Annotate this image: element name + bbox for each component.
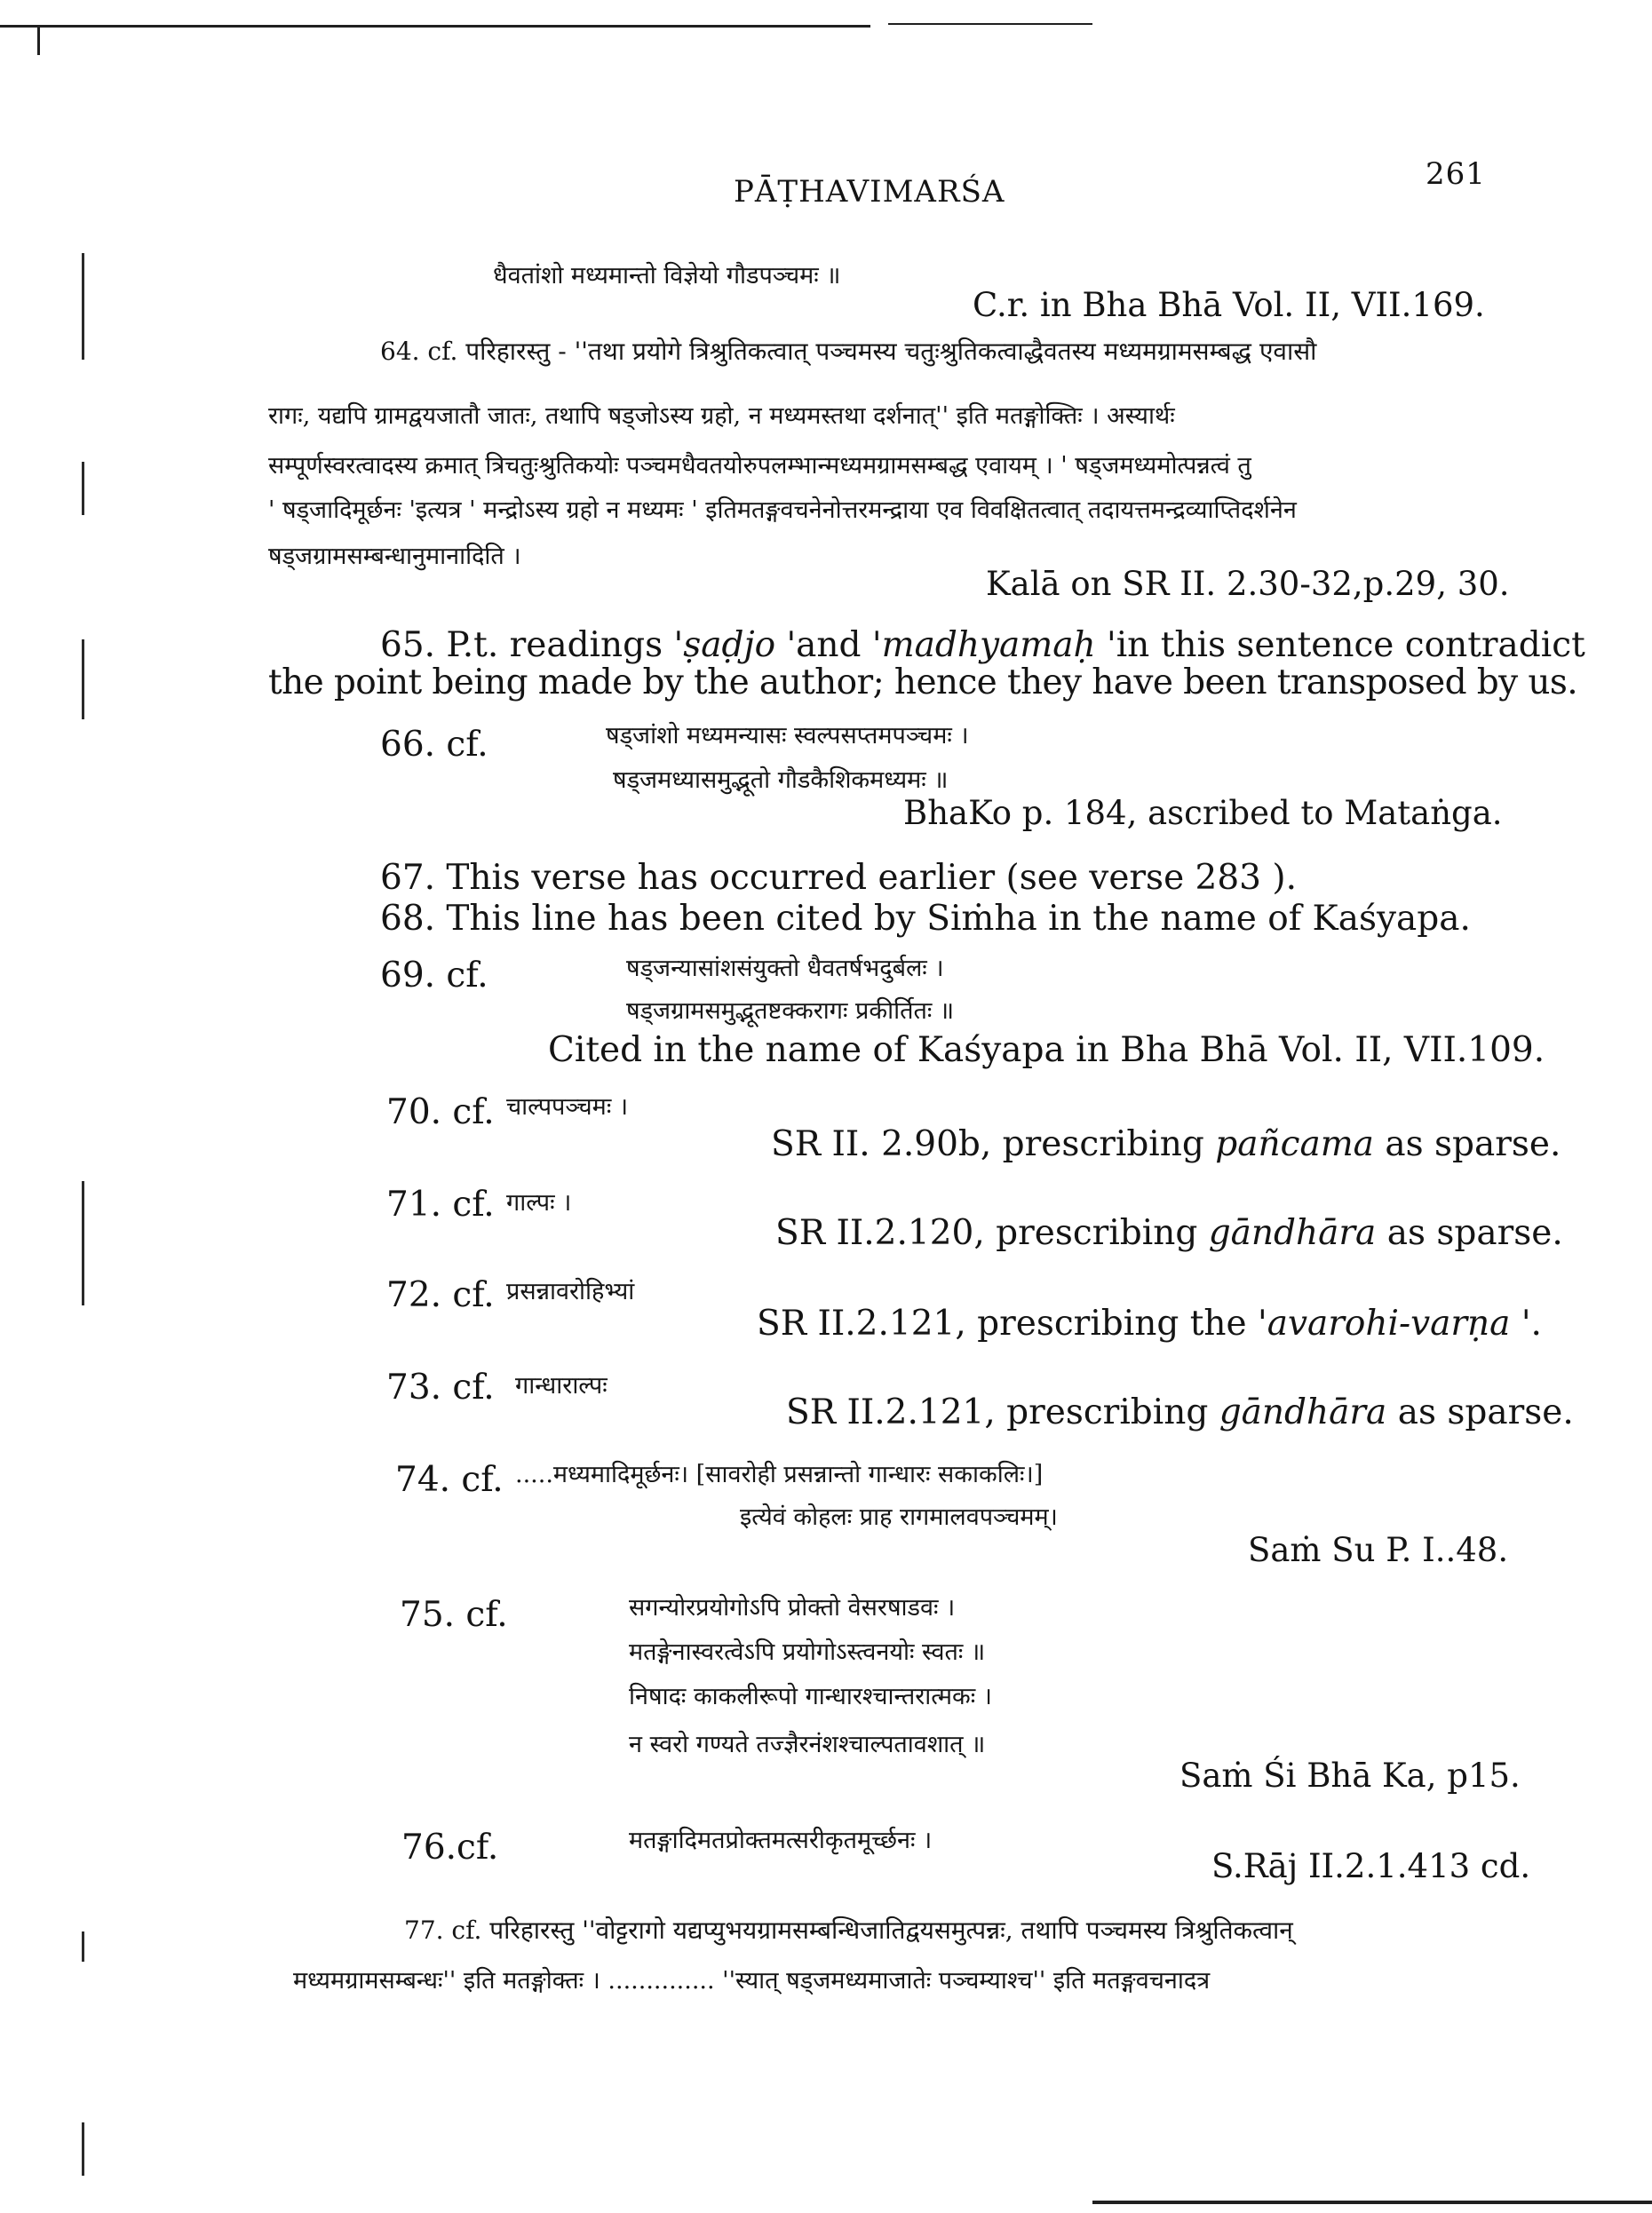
term: madhyamaḥ <box>881 625 1096 665</box>
citation <box>757 1304 1542 1344</box>
note-65-text: 'in this sentence contradict <box>1095 625 1585 665</box>
margin-mark <box>82 253 84 360</box>
sanskrit-verse: षड्जन्यासांशसंयुक्तो धैवतर्षभदुर्बलः । <box>626 955 944 982</box>
top-rule-dash <box>888 23 1092 25</box>
note-65-text: 65. P.t. readings ' <box>380 625 684 665</box>
sanskrit-verse: न स्वरो गण्यते तज्ज्ञैरनंशश्चाल्पतावशात् ॥ <box>629 1731 986 1758</box>
note-77-line: मध्यमग्रामसम्बन्धः'' इति मतङ्गोक्तः । .............. ''स्यात् षड्जमध्यमाजातेः पञ्चम्याश्च'' इति मतङ्गवचनादत्र <box>293 1967 1211 1995</box>
term: pañcama <box>1215 1124 1374 1164</box>
note-number: 75. cf. <box>400 1595 508 1635</box>
citation-text: SR II.2.120, prescribing <box>775 1213 1209 1253</box>
sanskrit-verse: षड्जमध्यासमुद्भूतो गौडकैशिकमध्यमः ॥ <box>613 766 949 794</box>
note-68: 68. This line has been cited by Siṁha in the name of Kaśyapa. <box>380 899 1471 939</box>
note-64-line: षड्जग्रामसम्बन्धानुमानादिति । <box>268 543 521 570</box>
note-64-line: सम्पूर्णस्वरत्वादस्य क्रमात् त्रिचतुःश्रुतिकयोः पञ्चमधैवतयोरुपलम्भान्मध्यमग्रामसम्बद्ध एवायम् । ' षड्जमध्यमोत्पन्नत्वं तु <box>268 452 1251 480</box>
citation: S.Rāj II.2.1.413 cd. <box>1211 1847 1531 1885</box>
top-tick <box>37 25 40 55</box>
note-64-line: ' षड्जादिमूर्छनः 'इत्यत्र ' मन्द्रोऽस्य ग्रहो न मध्यमः ' इतिमतङ्गवचनेनोत्तरमन्द्राया एव विवक्षितत्वात् तदायत्तमन्द्रव्याप्तिदर्शनेन <box>268 496 1297 524</box>
term: avarohi-varṇa <box>1267 1304 1511 1344</box>
sanskrit-verse: धैवतांशो मध्यमान्तो विज्ञेयो गौडपञ्चमः ॥ <box>493 262 841 290</box>
note-number: 69. cf. <box>380 956 488 995</box>
citation-text: SR II.2.121, prescribing the ' <box>757 1304 1267 1344</box>
note-77-line: 77. cf. परिहारस्तु ''वोट्टरागो यद्यप्युभयग्रामसम्बन्धिजातिद्वयसमुत्पन्नः, तथापि पञ्चमस्य त्रिश्रुतिकत्वान् <box>404 1916 1293 1945</box>
sanskrit-verse: मतङ्गेनास्वरत्वेऽपि प्रयोगोऽस्त्वनयोः स्वतः ॥ <box>629 1638 986 1666</box>
citation-text: as sparse. <box>1376 1213 1563 1253</box>
citation: Kalā on SR II. 2.30-32,p.29, 30. <box>986 565 1510 603</box>
citation <box>775 1213 1563 1253</box>
citation-text: as sparse. <box>1373 1124 1561 1164</box>
margin-mark <box>82 1931 84 1962</box>
citation: Cited in the name of Kaśyapa in Bha Bhā Vol. II, VII.109. <box>548 1030 1545 1070</box>
sanskrit-verse: निषादः काकलीरूपो गान्धारश्चान्तरात्मकः । <box>629 1683 993 1710</box>
note-number: 76.cf. <box>401 1828 499 1868</box>
sanskrit-verse: गाल्पः । <box>506 1189 572 1217</box>
note-65-text: 'and ' <box>775 625 882 665</box>
citation: Saṁ Śi Bhā Ka, p15. <box>1179 1757 1521 1795</box>
margin-mark <box>82 2122 84 2176</box>
citation <box>786 1392 1574 1432</box>
term: gāndhāra <box>1208 1213 1377 1253</box>
sanskrit-verse: षड्जग्रामसमुद्भूतष्टक्करागः प्रकीर्तितः ॥ <box>626 997 955 1025</box>
sanskrit-verse: प्रसन्नावरोहिभ्यां <box>506 1278 635 1305</box>
note-67: 67. This verse has occurred earlier (see verse 283 ). <box>380 858 1297 898</box>
sanskrit-verse: सगन्योरप्रयोगोऽपि प्रोक्तो वेसरषाडवः । <box>629 1594 956 1622</box>
bottom-rule <box>1092 2201 1652 2204</box>
note-65-line: the point being made by the author; hence they have been transposed by us. <box>268 662 1578 702</box>
sanskrit-verse: मतङ्गादिमतप्रोक्तमत्सरीकृतमूर्च्छनः । <box>629 1827 933 1854</box>
running-head: PĀṬHAVIMARŚA <box>734 174 1005 210</box>
note-65-line <box>380 625 1585 665</box>
citation-text: '. <box>1510 1304 1542 1344</box>
top-rule <box>0 25 870 28</box>
citation-text: as sparse. <box>1386 1392 1574 1432</box>
sanskrit-verse: .....मध्यमादिमूर्छनः। [सावरोही प्रसन्नान्तो गान्धारः सकाकलिः।] <box>515 1461 1044 1488</box>
sanskrit-verse: चाल्पपञ्चमः । <box>506 1093 629 1121</box>
citation: C.r. in Bha Bhā Vol. II, VII.169. <box>973 286 1485 324</box>
note-number: 66. cf. <box>380 725 488 765</box>
note-number: 74. cf. <box>395 1460 504 1500</box>
note-number: 71. cf. <box>386 1185 495 1225</box>
citation: BhaKo p. 184, ascribed to Mataṅga. <box>903 794 1503 832</box>
sanskrit-verse: षड्जांशो मध्यमन्यासः स्वल्पसप्तमपञ्चमः । <box>606 722 969 750</box>
note-64-line: 64. cf. परिहारस्तु - ''तथा प्रयोगे त्रिश्रुतिकत्वात् पञ्चमस्य चतुःश्रुतिकत्वाद्धैवतस्य मध्यमग्रामसम्बद्ध एवासौ <box>380 337 1317 366</box>
note-number: 70. cf. <box>386 1092 495 1132</box>
citation-text: SR II. 2.90b, prescribing <box>771 1124 1216 1164</box>
page-number: 261 <box>1426 156 1486 192</box>
sanskrit-verse: गान्धाराल्पः <box>515 1372 608 1400</box>
sanskrit-verse: इत्येवं कोहलः प्राह रागमालवपञ्चमम्। <box>740 1503 1058 1531</box>
note-64-line: रागः, यद्यपि ग्रामद्वयजातौ जातः, तथापि षड्जोऽस्य ग्रहो, न मध्यमस्तथा दर्शनात्'' इति मतङ्गोक्तिः । अस्यार्थः <box>268 402 1175 430</box>
note-number: 73. cf. <box>386 1368 495 1408</box>
term: ṣaḍjo <box>683 625 776 665</box>
citation: Saṁ Su P. I..48. <box>1248 1531 1509 1569</box>
citation <box>771 1124 1561 1164</box>
margin-mark <box>82 639 84 719</box>
term: gāndhāra <box>1219 1392 1387 1432</box>
margin-mark <box>82 462 84 515</box>
note-number: 72. cf. <box>386 1275 495 1315</box>
margin-mark <box>82 1181 84 1305</box>
citation-text: SR II.2.121, prescribing <box>786 1392 1219 1432</box>
